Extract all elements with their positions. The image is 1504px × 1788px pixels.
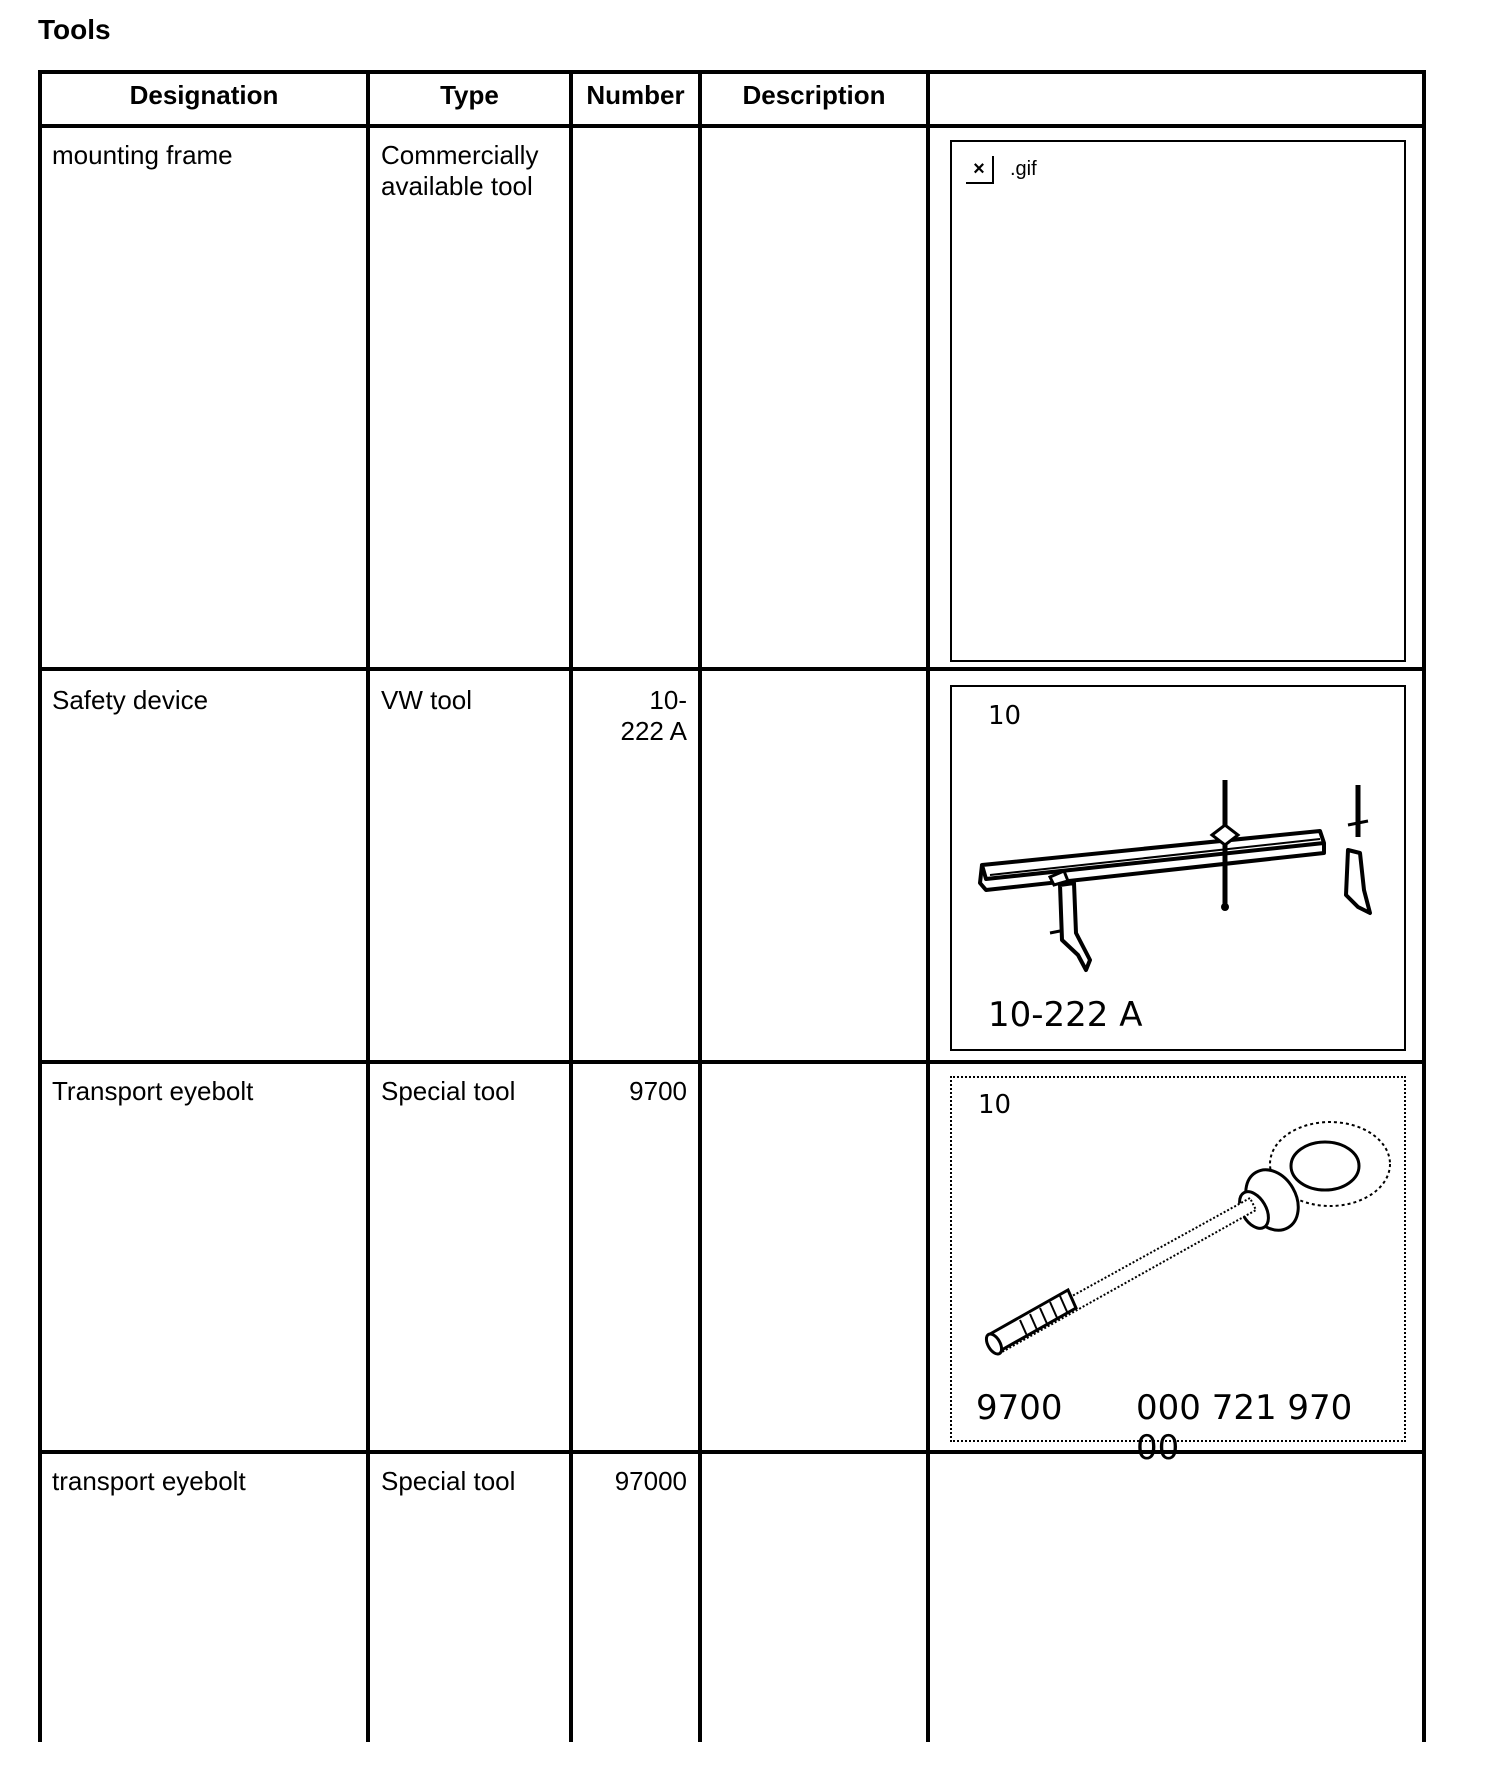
col-border-left: [38, 70, 42, 1742]
row3-image-box: [950, 1076, 1406, 1468]
row2-number-line1: 10-: [649, 685, 687, 715]
col-border-right: [1422, 70, 1426, 1742]
header-bottom-border: [38, 124, 1426, 128]
row4-type-line1: Special tool: [381, 1466, 516, 1496]
row1-type-line2: available tool: [381, 171, 533, 201]
row4-number-line1: 97000: [614, 1466, 687, 1496]
page-title: Tools: [38, 14, 111, 45]
row2-type-line1: VW tool: [381, 685, 473, 715]
row2-designation: Safety device: [52, 685, 209, 715]
row2-number-line2: 222 A: [620, 716, 687, 746]
row3-image-bottom-left-label: 9700: [976, 1388, 1063, 1428]
row1-image-box: [950, 140, 1406, 662]
row2-image-bottom-label: 10-222 A: [988, 995, 1143, 1035]
row2-image-top-label: 10: [988, 701, 1022, 731]
col-border-description-image: [926, 70, 930, 1742]
row1-type-line1: Commercially: [381, 140, 539, 170]
row2-image-box: [950, 685, 1406, 1051]
row-divider-2: [38, 1060, 1426, 1064]
row3-number-line1: 9700: [629, 1076, 687, 1106]
row1-designation: mounting frame: [52, 140, 233, 170]
row3-image-top-label: 10: [978, 1090, 1012, 1120]
col-border-designation-type: [366, 70, 370, 1742]
row3-designation: Transport eyebolt: [52, 1076, 254, 1106]
col-border-number-description: [698, 70, 702, 1742]
row-divider-1: [38, 667, 1426, 671]
row3-type-line1: Special tool: [381, 1076, 516, 1106]
broken-image-icon: ×: [966, 156, 994, 184]
row1-image-alt-text: .gif: [1010, 158, 1037, 180]
header-type: Type: [440, 80, 499, 110]
header-number: Number: [586, 80, 685, 110]
header-designation: Designation: [129, 80, 279, 110]
row4-designation: transport eyebolt: [52, 1466, 246, 1496]
table-top-border: [38, 70, 1426, 74]
header-description: Description: [742, 80, 886, 110]
row3-image-bottom-right-label: 000 721 970 00: [1136, 1388, 1353, 1468]
